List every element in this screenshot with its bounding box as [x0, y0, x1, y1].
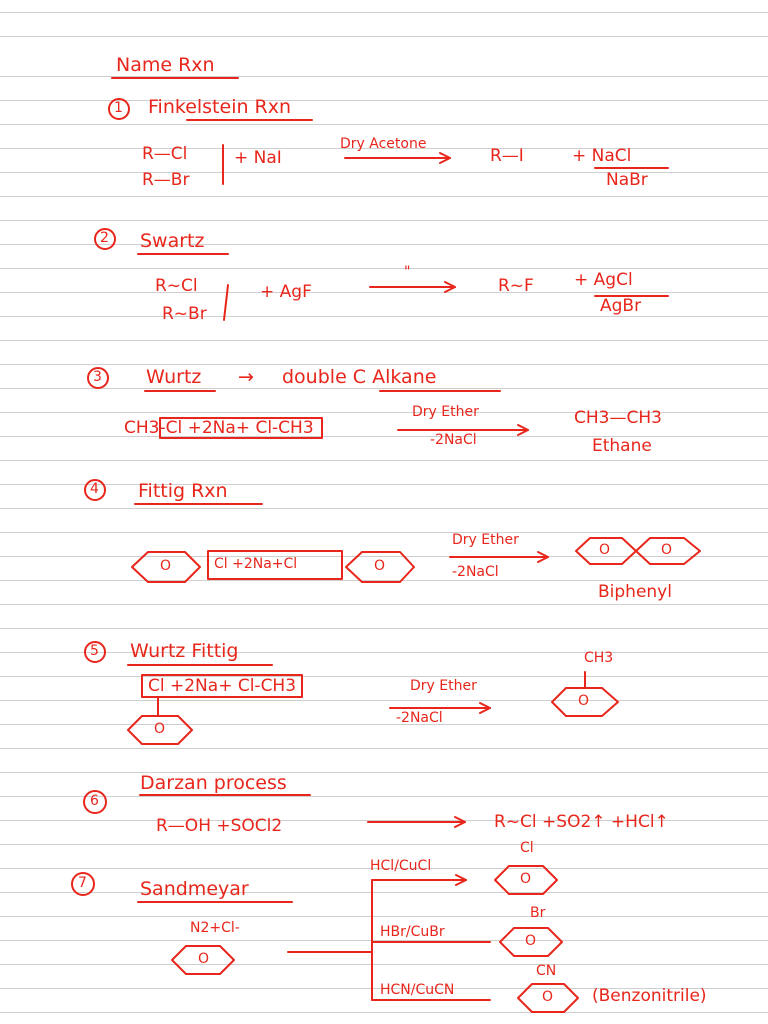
reaction-7-reactant-substituent: N2+Cl-: [190, 920, 240, 936]
reaction-3-product: CH3—CH3: [574, 408, 662, 428]
reaction-1-reactant-2: R—Br: [142, 170, 190, 190]
reaction-4-name: Fittig Rxn: [138, 480, 228, 502]
reaction-7-reagent-2: HBr/CuBr: [380, 924, 445, 940]
reaction-5-product-ring: O: [578, 693, 590, 709]
reaction-5-byproduct: -2NaCl: [396, 710, 443, 726]
reaction-3-name: Wurtz: [146, 366, 202, 388]
reaction-2-name: Swartz: [140, 230, 205, 252]
reaction-5-equation: Cl +2Na+ Cl-CH3: [148, 676, 297, 696]
reaction-4-equation: Cl +2Na+Cl: [214, 556, 298, 572]
reaction-3-description: double C Alkane: [282, 366, 437, 388]
reaction-2-product: R~F: [498, 276, 534, 296]
reaction-6-equation: R—OH +SOCl2: [156, 816, 283, 836]
reaction-2-byproduct-2: AgBr: [600, 296, 642, 316]
reaction-4-product-name: Biphenyl: [598, 582, 672, 602]
reaction-1-number: 1: [114, 100, 123, 116]
reaction-4-ring-1: O: [160, 558, 172, 574]
reaction-7-product-1-substituent: Cl: [520, 840, 534, 856]
reaction-3-number: 3: [93, 369, 102, 385]
reaction-3-condition: Dry Ether: [412, 404, 479, 420]
reaction-2-byproduct-1: + AgCl: [574, 270, 633, 290]
reaction-4-product-ring-2: O: [661, 542, 673, 558]
reaction-1-reactant-1: R—Cl: [142, 144, 188, 164]
reaction-1-product: R—I: [490, 146, 524, 166]
reaction-6-products: R~Cl +SO2↑ +HCl↑: [494, 812, 669, 832]
reaction-5-ring: O: [154, 721, 166, 737]
reaction-1-reagent: + NaI: [234, 148, 282, 168]
reaction-2-number: 2: [100, 230, 109, 246]
reaction-2-condition: ": [404, 264, 411, 280]
reaction-1-byproduct-2: NaBr: [606, 170, 648, 190]
reaction-3-equation: CH3-Cl +2Na+ Cl-CH3: [124, 418, 314, 438]
reaction-2-reactant-1: R~Cl: [155, 276, 198, 296]
reaction-6-number: 6: [90, 793, 99, 809]
reaction-1-name: Finkelstein Rxn: [148, 96, 292, 118]
reaction-4-byproduct: -2NaCl: [452, 564, 499, 580]
reaction-7-product-2-ring: O: [525, 933, 537, 949]
reaction-7-reagent-3: HCN/CuCN: [380, 982, 455, 998]
reaction-1-condition: Dry Acetone: [340, 136, 427, 152]
reaction-6-name: Darzan process: [140, 772, 287, 794]
reaction-7-product-3-ring: O: [542, 989, 554, 1005]
reaction-5-product-substituent: CH3: [584, 650, 614, 666]
reaction-7-product-3-substituent: CN: [536, 963, 557, 979]
reaction-4-condition: Dry Ether: [452, 532, 519, 548]
reaction-4-ring-2: O: [374, 558, 386, 574]
reaction-7-reagent-1: HCl/CuCl: [370, 858, 432, 874]
reaction-7-number: 7: [78, 875, 87, 891]
reaction-2-reagent: + AgF: [260, 282, 312, 302]
reaction-2-reactant-2: R~Br: [162, 304, 207, 324]
reaction-4-number: 4: [90, 481, 99, 497]
reaction-1-byproduct-1: + NaCl: [572, 146, 632, 166]
reaction-7-name: Sandmeyar: [140, 878, 249, 900]
reaction-4-product-ring-1: O: [599, 542, 611, 558]
reaction-3-product-name: Ethane: [592, 436, 652, 456]
reaction-7-product-1-ring: O: [520, 871, 532, 887]
reaction-5-condition: Dry Ether: [410, 678, 477, 694]
reaction-3-byproduct: -2NaCl: [430, 432, 477, 448]
reaction-3-arrow: →: [238, 366, 254, 388]
reaction-5-name: Wurtz Fittig: [130, 640, 239, 662]
reaction-7-reactant-ring: O: [198, 951, 210, 967]
reaction-7-product-3-name: (Benzonitrile): [592, 986, 707, 1006]
page-title: Name Rxn: [116, 54, 215, 76]
reaction-7-product-2-substituent: Br: [530, 905, 546, 921]
reaction-5-number: 5: [90, 643, 99, 659]
